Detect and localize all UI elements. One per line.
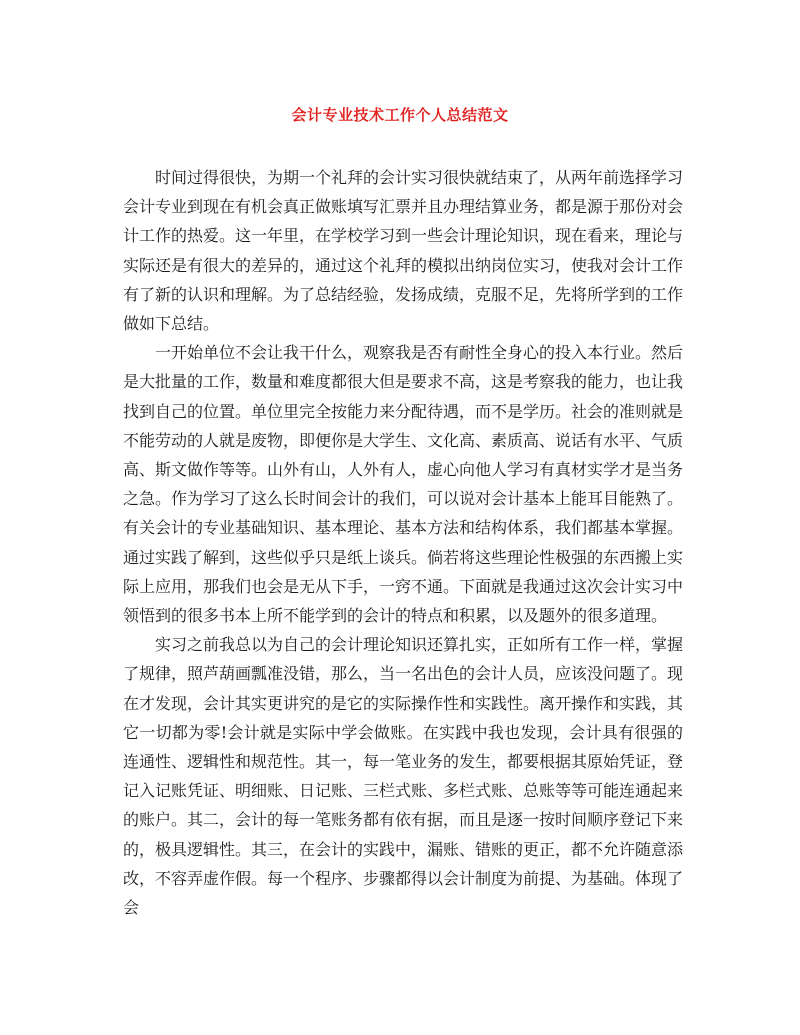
paragraph-1: 时间过得很快，为期一个礼拜的会计实习很快就结束了，从两年前选择学习会计专业到现在有机会真正做账填写汇票并且办理结算业务，都是源于那份对会计工作的热爱。这一年里，在学校学习到一些会计理论知识，现在看来，理论与实际还是有很大的差异的，通过这个礼拜的模拟出纳岗位实习，使我对会计工作有了新的认识和理解。为了总结经验，发扬成绩，克服不足，先将所学到的工作做如下总结。 xyxy=(123,168,684,334)
paragraph-2: 一开始单位不会让我干什么，观察我是否有耐性全身心的投入本行业。然后是大批量的工作，数量和难度都很大但是要求不高，这是考察我的能力，也让我找到自己的位置。单位里完全按能力来分配待遇，而不是学历。社会的准则就是不能劳动的人就是废物，即便你是大学生、文化高、素质高、说话有水平、气质高、斯文做作等等。山外有山，人外有人，虚心向他人学习有真材实学才是当务之急。作为学习了这么长时间会计的我们，可以说对会计基本上能耳目能熟了。有关会计的专业基础知识、基本理论、基本方法和结构体系，我们都基本掌握。通过实践了解到，这些似乎只是纸上谈兵。倘若将这些理论性极强的东西搬上实际上应用，那我们也会是无从下手，一窍不通。下面就是我通过这次会计实习中领悟到的很多书本上所不能学到的会计的特点和积累，以及题外的很多道理。 xyxy=(123,343,684,626)
document-body xyxy=(123,163,683,922)
paragraph-3: 实习之前我总以为自己的会计理论知识还算扎实，正如所有工作一样，掌握了规律，照芦葫画瓢准没错，那么，当一名出色的会计人员，应该没问题了。现在才发现，会计其实更讲究的是它的实际操作性和实践性。离开操作和实践，其它一切都为零!会计就是实际中学会做账。在实践中我也发现，会计具有很强的连通性、逻辑性和规范性。其一，每一笔业务的发生，都要根据其原始凭证，登记入记账凭证、明细账、日记账、三栏式账、多栏式账、总账等等可能连通起来的账户。其二，会计的每一笔账务都有依有据，而且是逐一按时间顺序登记下来的，极具逻辑性。其三，在会计的实践中，漏账、错账的更正，都不允许随意添改，不容弄虚作假。每一个程序、步骤都得以会计制度为前提、为基础。体现了会 xyxy=(123,635,684,918)
document-title: 会计专业技术工作个人总结范文 xyxy=(291,106,509,124)
